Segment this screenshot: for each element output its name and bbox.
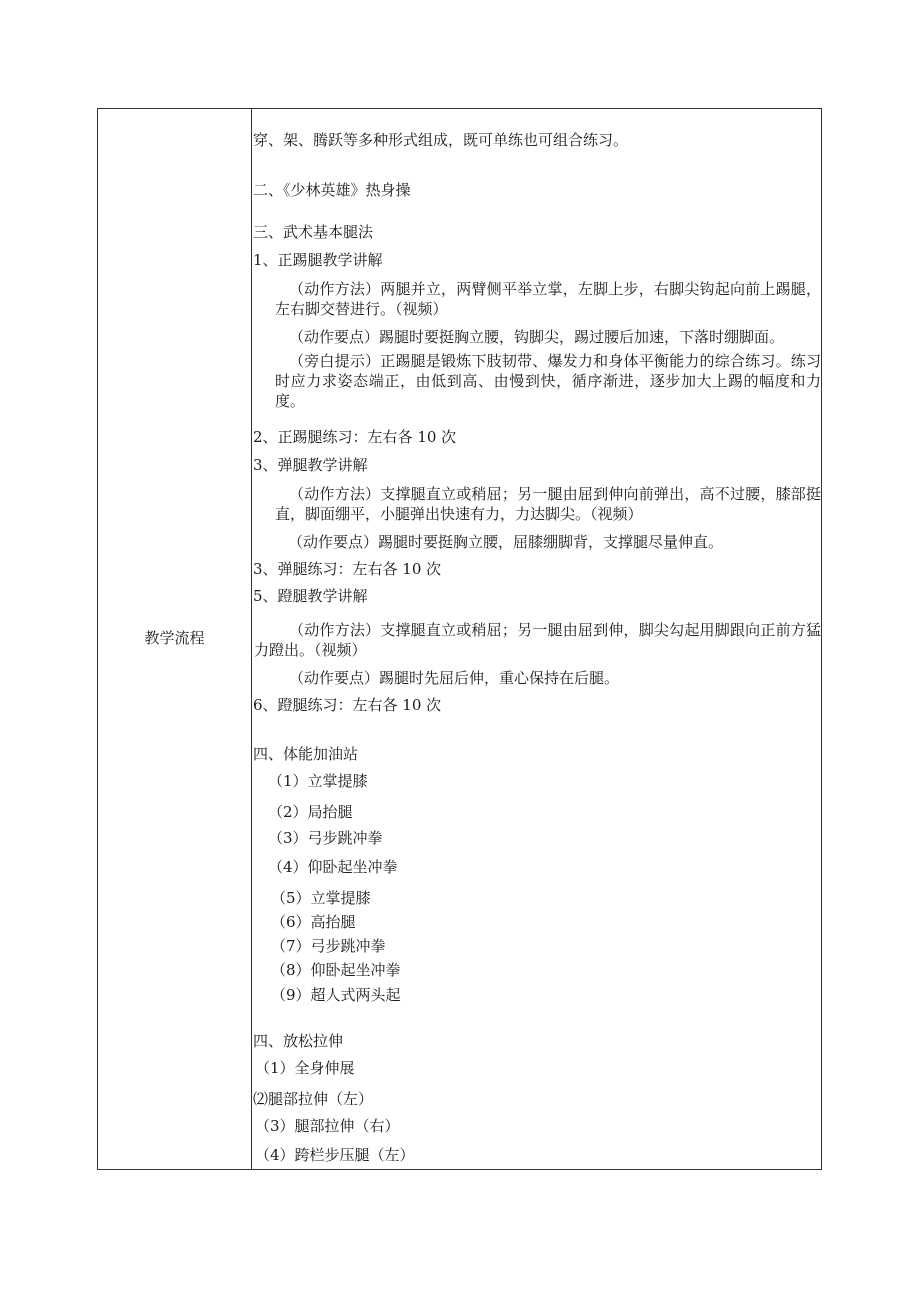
- content-cell: [252, 109, 821, 1169]
- subsection-heading: 5、蹬腿教学讲解: [253, 587, 368, 605]
- row-label: 教学流程: [144, 629, 205, 647]
- lesson-table: [97, 108, 822, 1170]
- list-item: （8）仰卧起坐冲拳: [271, 961, 401, 979]
- subsection-heading: 3、弹腿教学讲解: [253, 456, 368, 474]
- list-item: （5）立掌提膝: [271, 889, 371, 907]
- paragraph: （动作方法）两腿并立，两臂侧平举立掌，左脚上步，右脚尖钩起向前上踢腿，左右脚交替进行。（视频）: [275, 280, 821, 318]
- section-heading: 四、放松拉伸: [253, 1032, 344, 1050]
- list-item: ⑵腿部拉伸（左）: [253, 1090, 374, 1108]
- section-heading: 四、体能加油站: [253, 745, 359, 763]
- paragraph: （动作方法）支撑腿直立或稍屈；另一腿由屈到伸向前弹出，高不过腰，膝部挺直，脚面绷平，小腿弹出快速有力，力达脚尖。（视频）: [275, 485, 821, 523]
- list-item: （7）弓步跳冲拳: [271, 937, 386, 955]
- paragraph: （动作要点）踢腿时要挺胸立腰，屈膝绷脚背，支撑腿尽量伸直。: [288, 533, 724, 551]
- paragraph: （动作要点）踢腿时先屈后伸，重心保持在后腿。: [289, 669, 620, 687]
- paragraph: （动作方法）支撑腿直立或稍屈；另一腿由屈到伸，脚尖勾起用脚跟向正前方猛力蹬出。（视频）: [254, 621, 821, 659]
- list-item: （2）局抬腿: [268, 803, 353, 821]
- text-line: 穿、架、腾跃等多种形式组成，既可单练也可组合练习。: [253, 131, 629, 149]
- section-heading: 二、《少林英雄》热身操: [253, 181, 411, 199]
- list-item: （3）弓步跳冲拳: [268, 829, 383, 847]
- list-item: （3）腿部拉伸（右）: [255, 1117, 400, 1135]
- list-item: （6）高抬腿: [271, 913, 356, 931]
- list-item: （9）超人式两头起: [271, 986, 401, 1004]
- section-heading: 三、武术基本腿法: [253, 223, 374, 241]
- text-line: 2、正踢腿练习：左右各 10 次: [253, 428, 457, 446]
- list-item: （4）仰卧起坐冲拳: [268, 858, 398, 876]
- list-item: （1）立掌提膝: [268, 772, 368, 790]
- text-line: 3、弹腿练习：左右各 10 次: [253, 560, 442, 578]
- list-item: （4）跨栏步压腿（左）: [255, 1146, 415, 1164]
- list-item: （1）全身伸展: [255, 1059, 355, 1077]
- text-line: 6、蹬腿练习：左右各 10 次: [253, 696, 442, 714]
- paragraph: （旁白提示）正踢腿是锻炼下肢韧带、爆发力和身体平衡能力的综合练习。练习时应力求姿态端正，由低到高、由慢到快，循序渐进，逐步加大上踢的幅度和力度。: [275, 352, 821, 410]
- paragraph: （动作要点）踢腿时要挺胸立腰，钩脚尖，踢过腰后加速，下落时绷脚面。: [289, 328, 785, 346]
- subsection-heading: 1、正踢腿教学讲解: [253, 251, 383, 269]
